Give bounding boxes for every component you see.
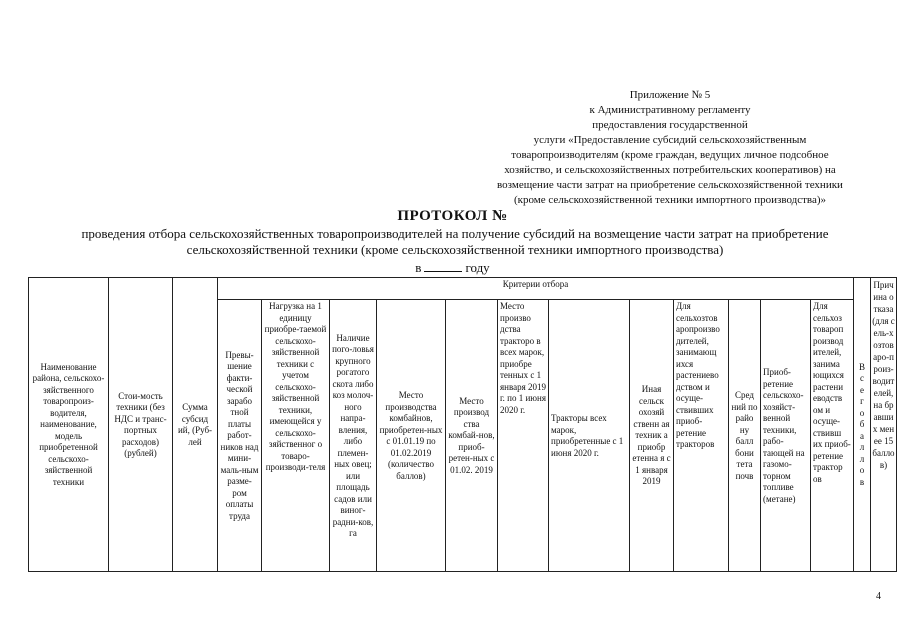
protocol-subtitle: проведения отбора сельскохозяйственных товаропроизводителей на получение субсидий на возмещение части затрат на приобретение сельскохозяйственной техники (кроме сельскохозяйственной техники импортного производства) (81, 226, 829, 257)
criterion-2: Нагрузка на 1 единицу приобре-таемой сельскохо-зяйственной техники с учетом сельскохо-зяйственной техники, имеющейся у сельскохо-зяйственног о товаро-производи-теля (261, 299, 329, 572)
criterion-10: Сред ний по райо ну балл бони тета почв (728, 299, 760, 572)
year-blank (424, 260, 462, 272)
criterion-6: Место произво дства тракторо в всех марок, приобре тенных с 1 января 2019 г. по 1 июня 2020 г. (497, 299, 548, 572)
page-number: 4 (876, 591, 881, 602)
header-criteria: Критерии отбора (217, 277, 853, 299)
appendix-line: товаропроизводителям (кроме граждан, ведущих личное подсобное (511, 149, 829, 161)
year-line (0, 260, 905, 276)
criterion-3: Наличие пого-ловья крупного рогатого скота либо коз молоч-ного напра-вления, либо племен-ных овец; или площадь садов или виног-радни-ков, га (329, 299, 376, 572)
appendix-line: хозяйство, и сельскохозяйственных потребительских кооперативов) на (504, 164, 836, 176)
criterion-12: Для сельхоз товароп роизвод ителей, занима ющихся растени еводств ом и осуще-ствивш их приоб-ретение трактор ов (810, 299, 853, 572)
appendix-line: (кроме сельскохозяйственной техники импортного производства)» (513, 194, 827, 206)
header-subsidy-sum: Сумма субсид ий, (Руб-лей (172, 277, 217, 572)
table-bottom-border (28, 571, 896, 572)
criterion-8: Иная сельск охозяй ственн ая техник а приобр етенна я с 1 января 2019 (629, 299, 673, 572)
criterion-9: Для сельхозтов аропроизво дителей, занимающ ихся растениево дством и осуще-ствивших приоб-ретение тракторов (673, 299, 728, 572)
year-suffix: году (465, 260, 490, 275)
year-prefix: в (415, 260, 422, 275)
appendix-line: к Административному регламенту (589, 104, 751, 116)
header-total-score: Всего баллов (853, 277, 870, 572)
appendix-line: Приложение № 5 (629, 89, 711, 101)
criterion-7: Тракторы всех марок, приобретенные с 1 июня 2020 г. (548, 299, 629, 572)
criterion-4: Место производства комбайнов, приобретен-ных с 01.01.19 по 01.02.2019 (количество баллов) (376, 299, 445, 572)
criterion-5: Место производ ства комбай-нов, приоб-ретен-ных с 01.02. 2019 (445, 299, 497, 572)
appendix-line: услуги «Предоставление субсидий сельскохозяйственным (533, 134, 807, 146)
criterion-11: Приоб-ретение сельскохо-хозяйст-венной техники, рабо-тающей на газомо-торном топливе (метане) (760, 299, 810, 572)
criterion-1: Превы-шение факти-ческой зарабо тной платы работ-ников над мини-маль-ным разме-ром оплаты труда (217, 299, 261, 572)
protocol-title: ПРОТОКОЛ № (397, 208, 508, 224)
appendix-line: возмещение части затрат на приобретение сельскохозяйственной техники (497, 179, 843, 191)
appendix-line: предоставления государственной (592, 119, 748, 131)
header-name: Наименование района, сельскохо-зяйственного товаропроиз-водителя, наименование, модель приобретенной сельскохо-зяйственной техники (28, 277, 108, 572)
header-cost: Стои-мость техники (без НДС и транс-портных расходов) (рублей) (108, 277, 172, 572)
appendix-block (440, 88, 900, 208)
table-right-border (896, 277, 897, 572)
header-refusal-reason: Причина отказа (для сель-хозтоваро-произ-водителей,на бравших менее 15 баллов) (870, 277, 896, 572)
